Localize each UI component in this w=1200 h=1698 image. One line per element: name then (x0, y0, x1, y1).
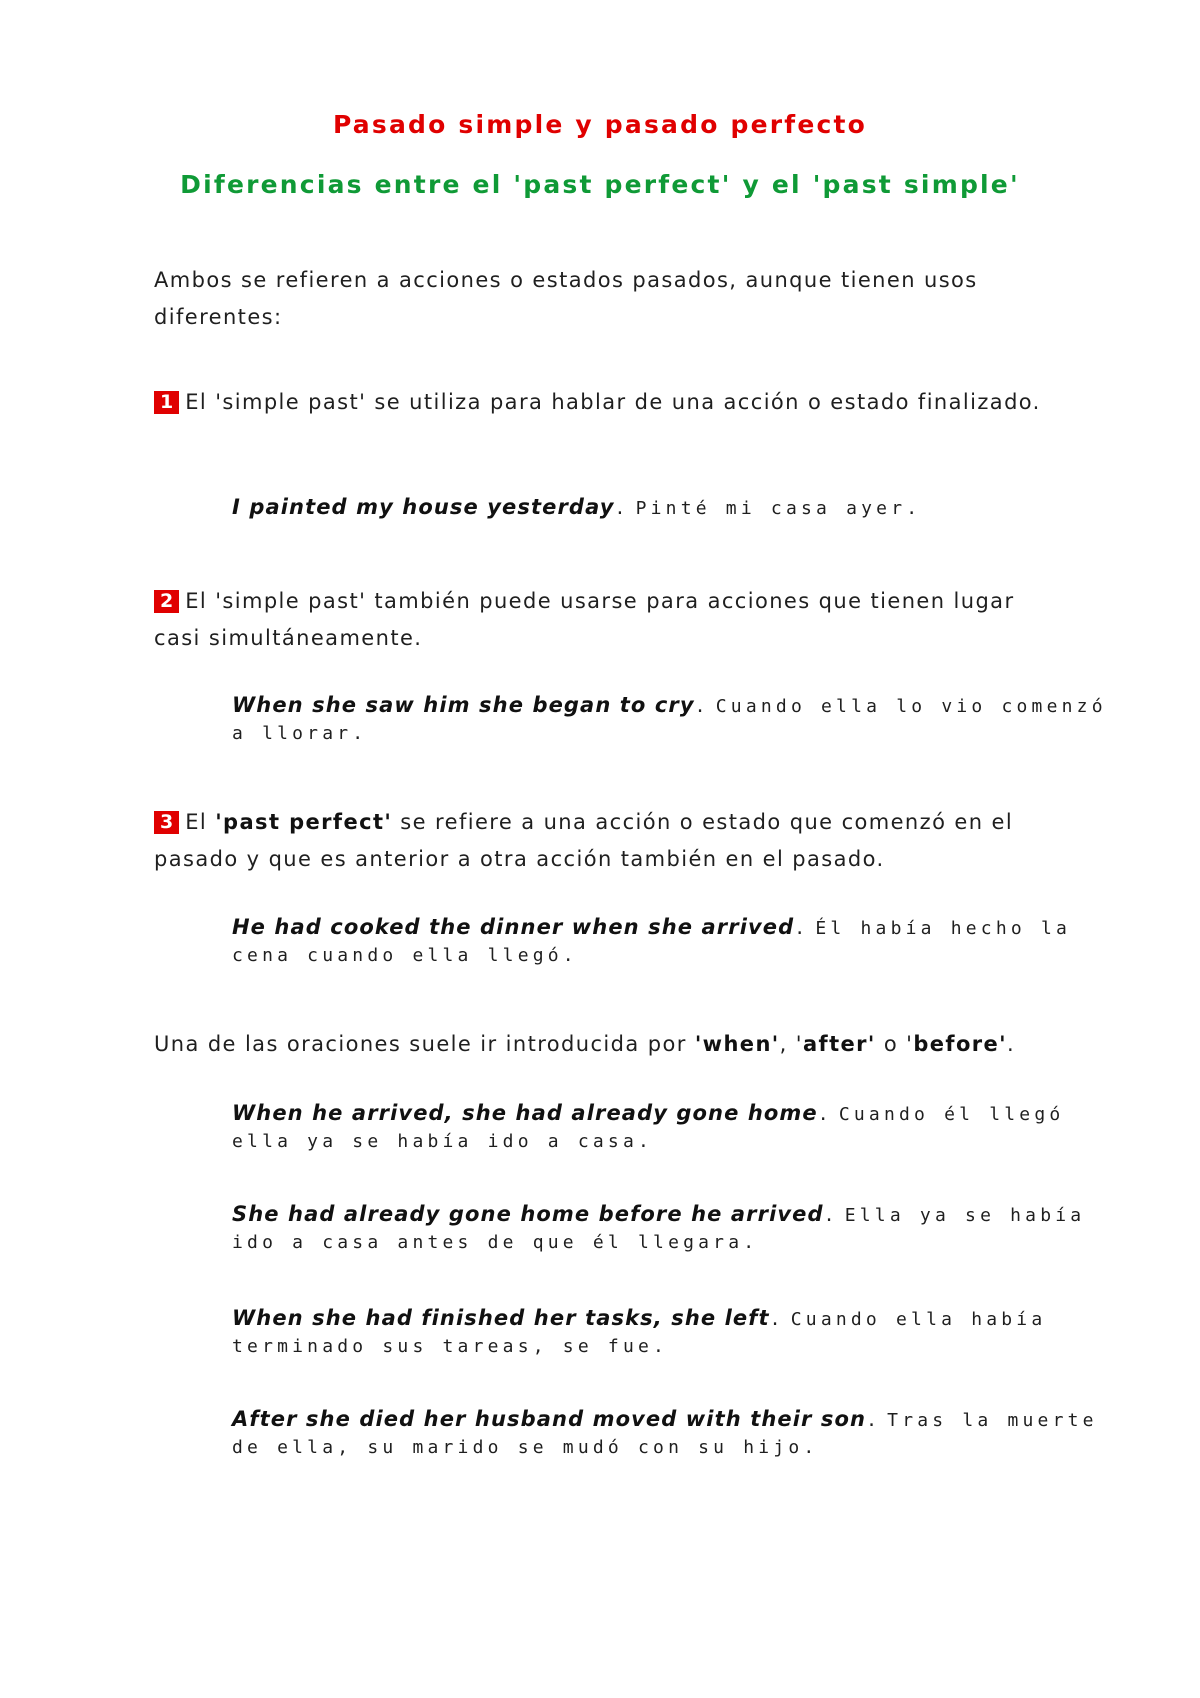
point-2-text: El 'simple past' también puede usarse para acciones que tienen lugar casi simultáneamente. (154, 589, 1015, 650)
example-6-spanish: Cuando ella había terminado sus tareas, se fue. (232, 1309, 1047, 1357)
past-perfect-term: 'past perfect' (215, 810, 393, 834)
example-2: When she saw him she began to cry. Cuando ella lo vio comenzó a llorar. (232, 693, 1107, 744)
number-badge-1: 1 (154, 391, 179, 414)
example-3-spanish: Él había hecho la cena cuando ella llegó. (232, 918, 1072, 966)
example-6: When she had finished her tasks, she left. Cuando ella había terminado sus tareas, se fue. (232, 1306, 1047, 1357)
number-badge-3: 3 (154, 811, 179, 834)
point-1 (154, 384, 1054, 421)
example-6-english: When she had finished her tasks, she left (232, 1306, 770, 1330)
example-3: He had cooked the dinner when she arrived. Él había hecho la cena cuando ella llegó. (232, 915, 1072, 966)
example-1: I painted my house yesterday. Pinté mi casa ayer. (232, 495, 922, 519)
example-7-english: After she died her husband moved with their son (232, 1407, 867, 1431)
point-2 (154, 583, 1054, 657)
example-3-english: He had cooked the dinner when she arrived (232, 915, 795, 939)
example-1-spanish: Pinté mi casa ayer. (635, 498, 922, 519)
example-5-english: She had already gone home before he arrived (232, 1202, 824, 1226)
intro-paragraph: Ambos se refieren a acciones o estados pasados, aunque tienen usos diferentes: (154, 268, 978, 329)
connectors-paragraph: Una de las oraciones suele ir introducida por 'when', 'after' o 'before'. (154, 1032, 1016, 1056)
number-badge-2: 2 (154, 590, 179, 613)
example-7-spanish: Tras la muerte de ella, su marido se mudó con su hijo. (232, 1410, 1098, 1458)
page-subtitle: Diferencias entre el 'past perfect' y el 'past simple' (180, 170, 1020, 199)
connector-after: after' (802, 1032, 876, 1056)
connector-when: 'when' (694, 1032, 780, 1056)
page-title: Pasado simple y pasado perfecto (332, 110, 868, 139)
example-5: She had already gone home before he arrived. Ella ya se había ido a casa antes de que él llegara. (232, 1202, 1086, 1253)
example-4: When he arrived, she had already gone home. Cuando él llegó ella ya se había ido a casa. (232, 1101, 1065, 1152)
example-4-spanish: Cuando él llegó ella ya se había ido a casa. (232, 1104, 1065, 1152)
point-3: 3 El 'past perfect' se refiere a una acción o estado que comenzó en el pasado y que es anterior a otra acción también en el pasado. (154, 810, 1014, 871)
example-4-english: When he arrived, she had already gone home (232, 1101, 818, 1125)
example-1-english: I painted my house yesterday (232, 495, 615, 519)
connector-before: before' (913, 1032, 1007, 1056)
example-7: After she died her husband moved with their son. Tras la muerte de ella, su marido se mudó con su hijo. (232, 1407, 1098, 1458)
point-1-text: El 'simple past' se utiliza para hablar de una acción o estado finalizado. (185, 390, 1041, 414)
example-2-english: When she saw him she began to cry (232, 693, 695, 717)
example-5-spanish: Ella ya se había ido a casa antes de que él llegara. (232, 1205, 1086, 1253)
example-2-spanish: Cuando ella lo vio comenzó a llorar. (232, 696, 1107, 744)
